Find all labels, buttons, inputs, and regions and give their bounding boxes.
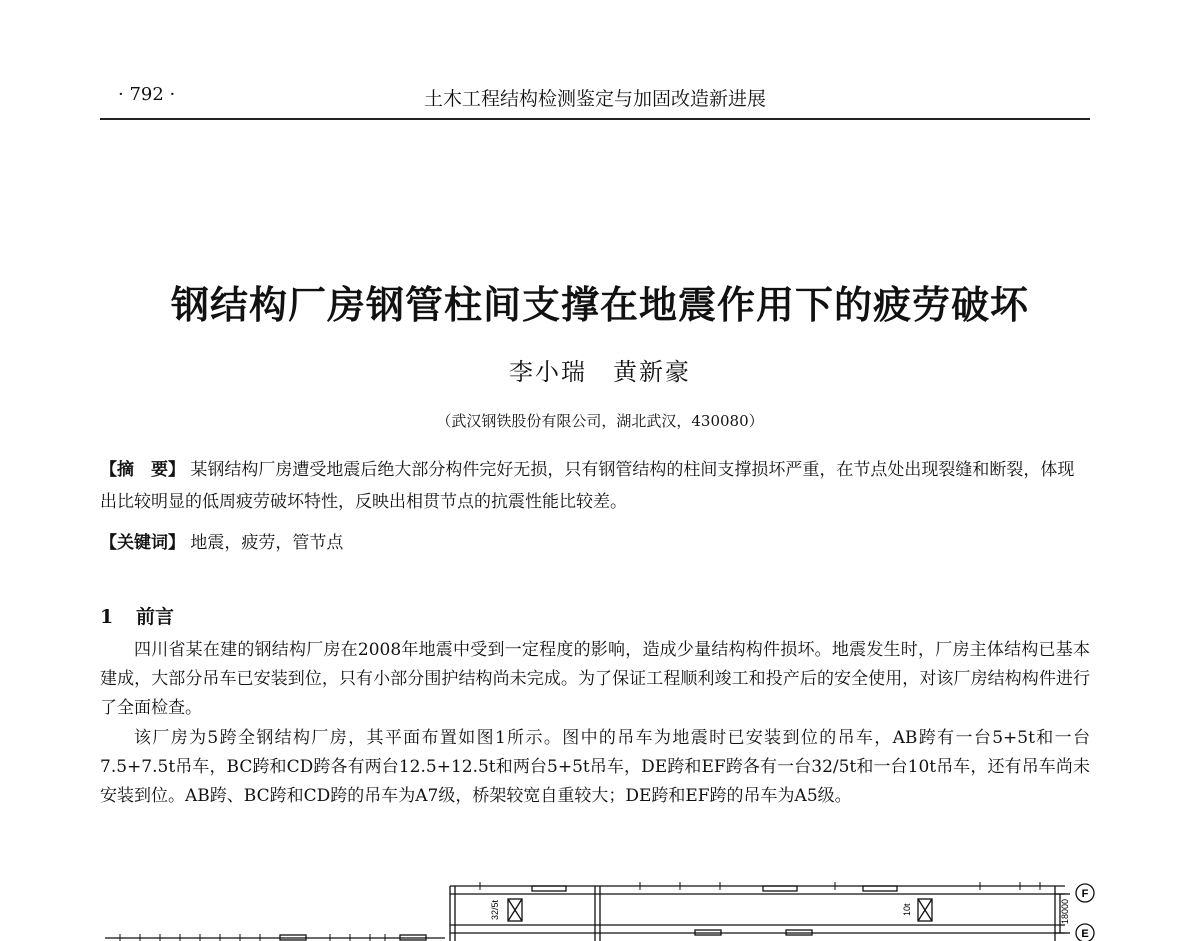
paragraph-1: 四川省某在建的钢结构厂房在2008年地震中受到一定程度的影响，造成少量结构构件损坏。地震发生时，厂房主体结构已基本建成，大部分吊车已安装到位，只有小部分围护结构尚未完成。为了保证工程顺利竣工和投产后的安全使用，对该厂房结构构件进行了全面检查。	[100, 640, 1090, 718]
keywords-label: 【关键词】	[100, 533, 185, 553]
article-affiliation: （武汉钢铁股份有限公司，湖北武汉，430080）	[436, 412, 764, 430]
paragraph-2: 该厂房为5跨全钢结构厂房，其平面布置如图1所示。图中的吊车为地震时已安装到位的吊车，AB跨有一台5+5t和一台7.5+7.5t吊车，BC跨和CD跨各有两台12.5+12.5t和两台5+5t吊车，DE跨和EF跨各有一台32/5t和一台10t吊车，还有吊车尚未安装到位。AB跨、BC跨和CD跨的吊车为A7级，桥架较宽自重较大；DE跨和EF跨的吊车为A5级。	[100, 728, 1090, 806]
keywords-text: 地震，疲劳，管节点	[190, 533, 344, 553]
section-heading	[100, 602, 174, 629]
dimension-label: 18000	[1060, 898, 1070, 924]
running-title: 土木工程结构检测鉴定与加固改造新进展	[423, 88, 766, 110]
crane-label-32-5t: 32/5t	[490, 899, 500, 920]
article-authors: 李小瑞 黄新豪	[509, 358, 691, 386]
crane-label-10t: 10t	[902, 903, 912, 916]
plan-layout-figure	[100, 880, 1100, 941]
article-title: 钢结构厂房钢管柱间支撑在地震作用下的疲劳破坏	[170, 282, 1029, 327]
page-header	[100, 84, 1090, 120]
abstract-label: 【摘 要】	[100, 460, 185, 480]
axis-label-e: E	[1081, 928, 1089, 940]
axis-label-f: F	[1081, 888, 1089, 900]
section-title: 前言	[136, 606, 175, 628]
abstract	[100, 454, 1090, 518]
page-number: · 792 ·	[118, 84, 176, 105]
abstract-text: 某钢结构厂房遭受地震后绝大部分构件完好无损，只有钢管结构的柱间支撑损坏严重，在节点处出现裂缝和断裂，体现出比较明显的低周疲劳破坏特性，反映出相贯节点的抗震性能比较差。	[100, 460, 1075, 512]
keywords	[100, 528, 1090, 558]
section-number: 1	[100, 606, 114, 628]
